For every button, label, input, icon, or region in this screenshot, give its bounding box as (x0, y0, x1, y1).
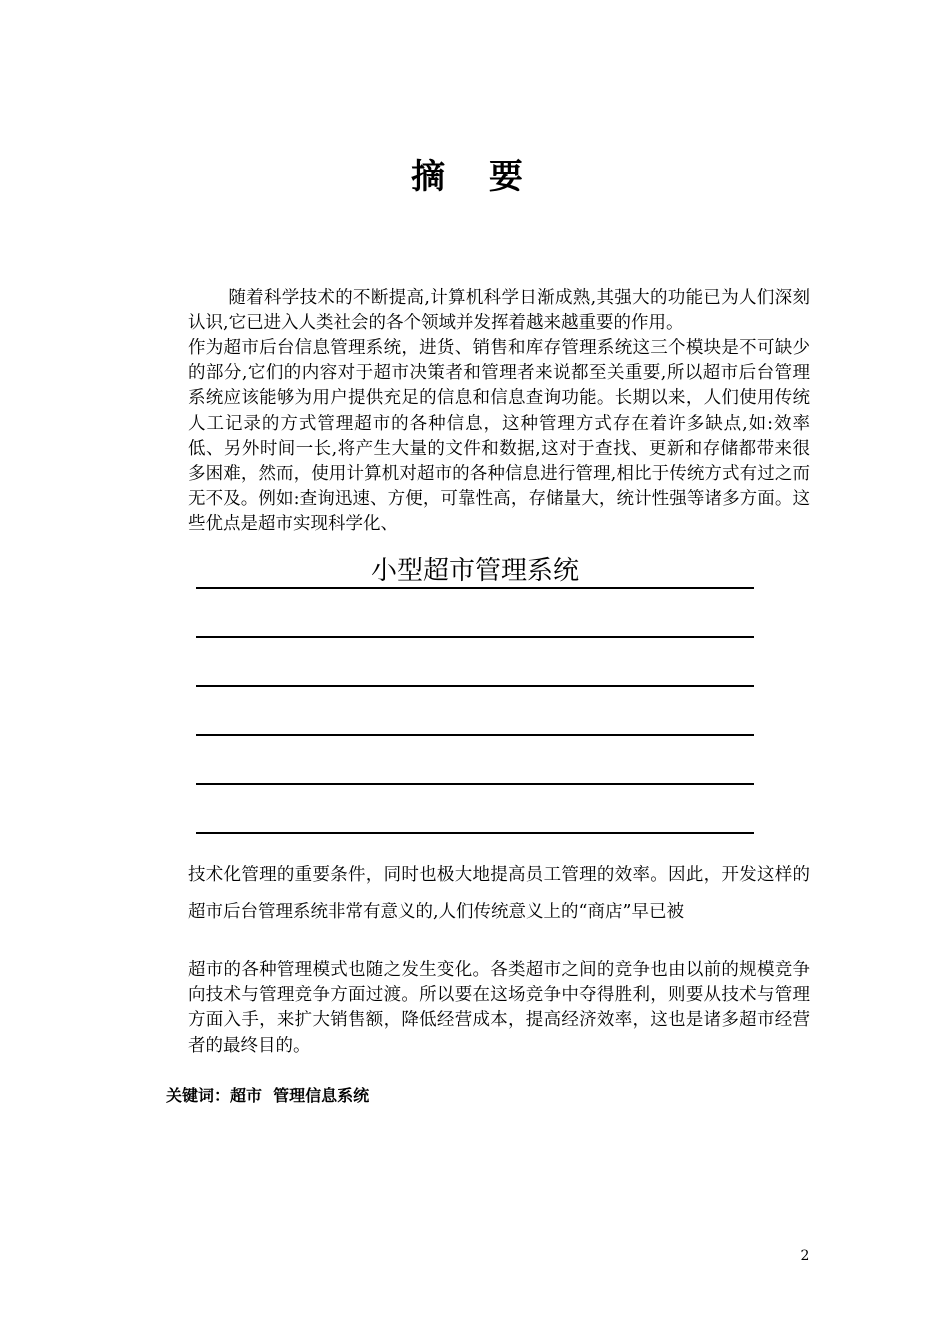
underline-rule (196, 587, 754, 589)
keywords-line: 关键词：超市 管理信息系统 (166, 1086, 370, 1105)
paragraph-competition: 超市的各种管理模式也随之发生变化。各类超市之间的竞争也由以前的规模竞争向技术与管理竞争方面过渡。所以要在这场竞争中夺得胜利，则要从技术与管理方面入手，来扩大销售额，降低经营成本，提高经济效率，这也是诸多超市经营者的最终目的。 (188, 960, 810, 1056)
underline-rule (196, 734, 754, 736)
page-number: 2 (800, 1248, 810, 1264)
underline-rule (196, 685, 754, 687)
underline-rule (196, 783, 754, 785)
paragraph-continuation: 技术化管理的重要条件，同时也极大地提高员工管理的效率。因此，开发这样的超市后台管理系统非常有意义的,人们传统意义上的“商店”早已被 (188, 865, 810, 922)
system-name-title: 小型超市管理系统 (370, 556, 579, 586)
underline-rule (196, 832, 754, 834)
abstract-title: 摘 要 (411, 157, 539, 197)
paragraph-intro-text: 随着科学技术的不断提高,计算机科学日渐成熟,其强大的功能已为人们深刻认识,它已进入人类社会的各个领域并发挥着越来越重要的作用。 (188, 288, 810, 334)
underline-rule (196, 636, 754, 638)
paragraph-intro (188, 286, 810, 336)
paragraph-system-description: 作为超市后台信息管理系统，进货、销售和库存管理系统这三个模块是不可缺少的部分,它们的内容对于超市决策者和管理者来说都至关重要,所以超市后台管理系统应该能够为用户提供充足的信息和信息查询功能。长期以来，人们使用传统人工记录的方式管理超市的各种信息，这种管理方式存在着许多缺点,如:效率低、另外时间一长,将产生大量的文件和数据,这对于查找、更新和存储都带来很多困难，然而，使用计算机对超市的各种信息进行管理,相比于传统方式有过之而无不及。例如:查询迅速、方便，可靠性高，存储量大，统计性强等诸多方面。这些优点是超市实现科学化、 (188, 338, 810, 535)
